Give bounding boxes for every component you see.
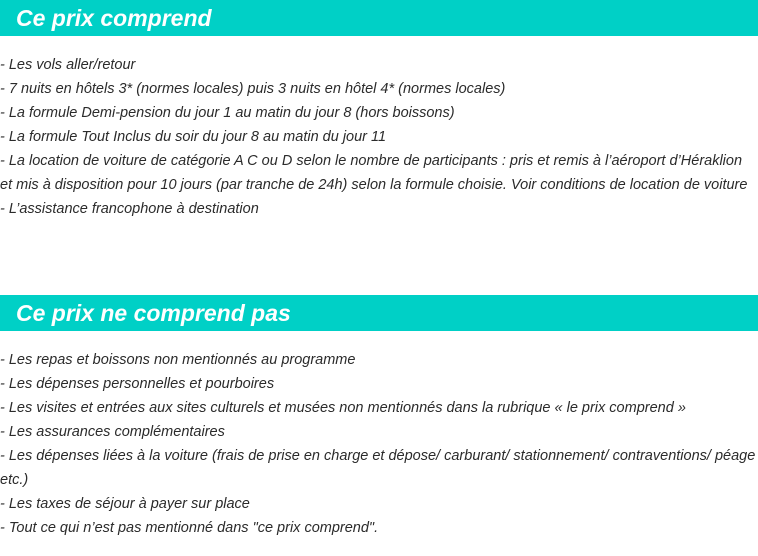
included-title: Ce prix comprend — [0, 0, 758, 36]
excluded-item: - Les visites et entrées aux sites culturels et musées non mentionnés dans la rubrique « le prix comprend » — [0, 400, 686, 416]
included-list — [0, 53, 758, 221]
excluded-item: - Les taxes de séjour à payer sur place — [0, 496, 250, 512]
included-item: - La formule Demi-pension du jour 1 au matin du jour 8 (hors boissons) — [0, 105, 455, 121]
included-item: - La formule Tout Inclus du soir du jour 8 au matin du jour 11 — [0, 129, 387, 145]
excluded-item: - Les repas et boissons non mentionnés au programme — [0, 352, 356, 368]
excluded-list — [0, 348, 758, 540]
excluded-title: Ce prix ne comprend pas — [0, 295, 758, 331]
excluded-item: - Les assurances complémentaires — [0, 424, 225, 440]
included-item: - 7 nuits en hôtels 3* (normes locales) puis 3 nuits en hôtel 4* (normes locales) — [0, 81, 506, 97]
included-item: - Les vols aller/retour — [0, 57, 136, 73]
included-item: - La location de voiture de catégorie A C ou D selon le nombre de participants : pris et remis à l’aéroport d’Héraklion et mis à disposition pour 10 jours (par tranche de 24h) selon la formule choisie. Voir conditions de location de voiture — [0, 153, 748, 193]
excluded-item: - Les dépenses personnelles et pourboires — [0, 376, 275, 392]
excluded-item: - Les dépenses liées à la voiture (frais de prise en charge et dépose/ carburant/ stationnement/ contraventions/ péage etc.) — [0, 448, 756, 488]
included-item: - L’assistance francophone à destination — [0, 201, 259, 217]
included-section — [0, 0, 758, 221]
excluded-item: - Tout ce qui n’est pas mentionné dans "ce prix comprend". — [0, 520, 379, 536]
excluded-section — [0, 295, 758, 540]
